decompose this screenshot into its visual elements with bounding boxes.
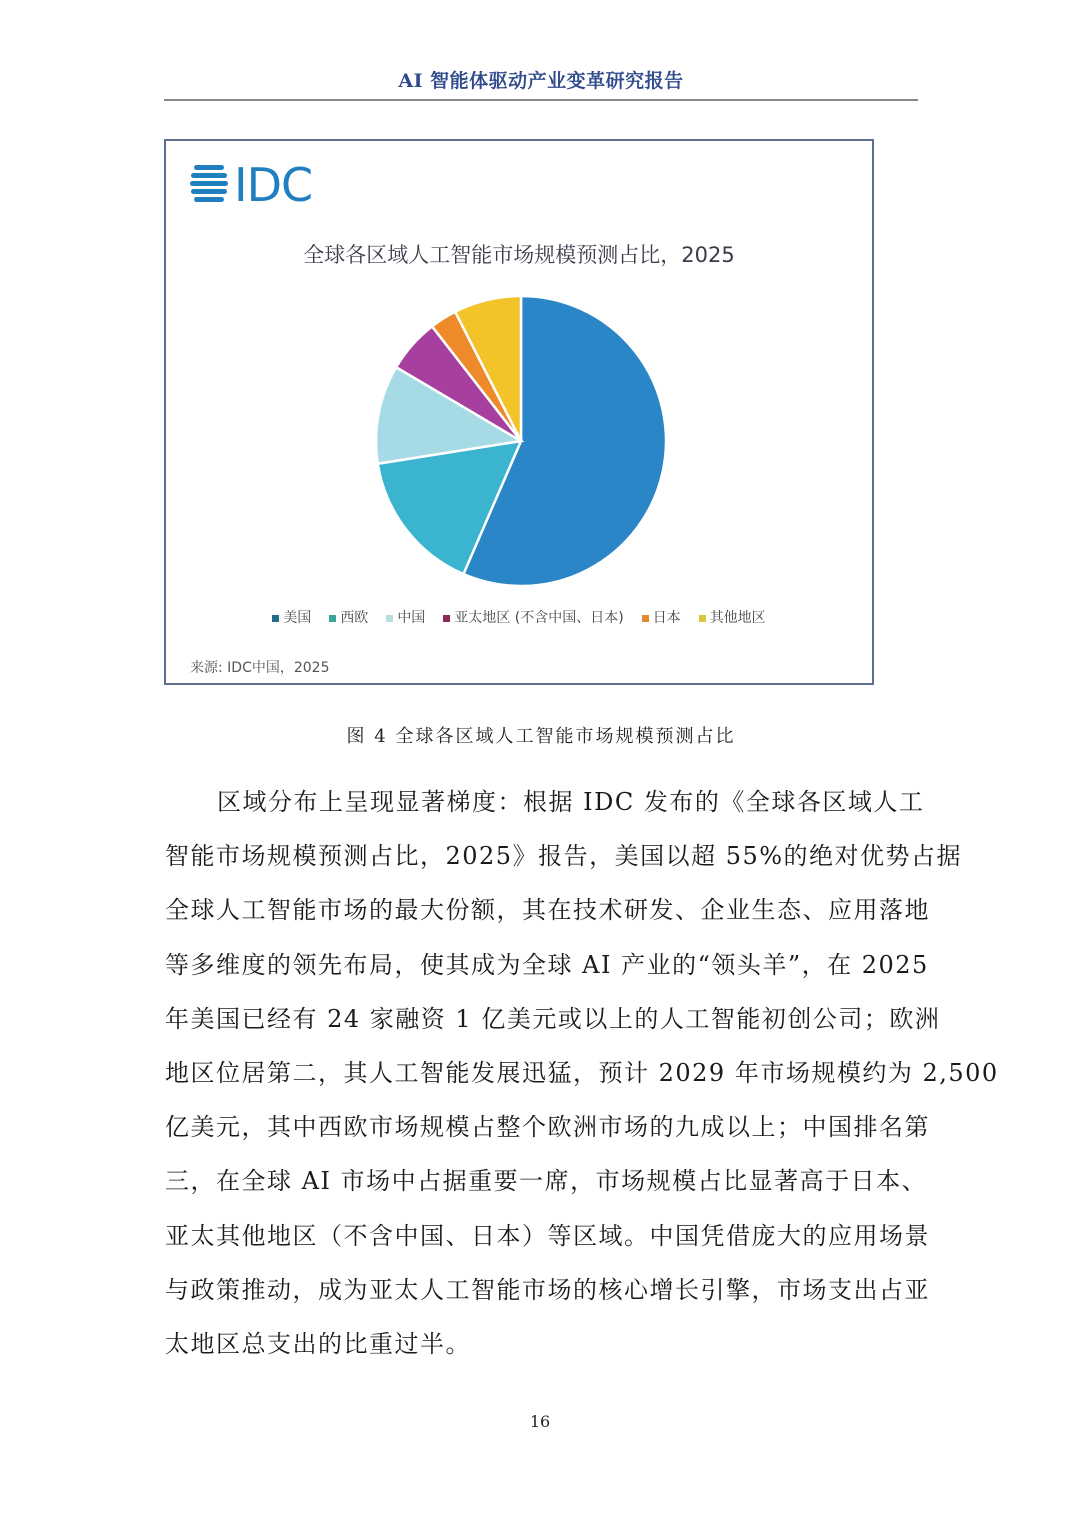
- legend-label: 中国: [397, 610, 426, 626]
- idc-globe-icon: [190, 165, 228, 202]
- body-line: 地区位居第二，其人工智能发展迅猛，预计 2029 年市场规模约为 2,500: [165, 1058, 999, 1087]
- idc-logo: [190, 159, 340, 207]
- idc-logo-text: IDC: [234, 159, 313, 207]
- page-number: 16: [529, 1412, 551, 1431]
- legend-item: [642, 607, 681, 627]
- chart-legend: [166, 607, 872, 627]
- chart-source: 来源: IDC中国，2025: [190, 660, 330, 676]
- body-line: 等多维度的领先布局，使其成为全球 AI 产业的“领头羊”，在 2025: [165, 950, 929, 979]
- legend-label: 日本: [652, 610, 681, 626]
- pie-chart: [371, 291, 671, 591]
- body-line: 年美国已经有 24 家融资 1 亿美元或以上的人工智能初创公司；欧洲: [165, 1004, 941, 1033]
- body-line: 亿美元，其中西欧市场规模占整个欧洲市场的九成以上；中国排名第: [165, 1113, 930, 1142]
- chart-title: 全球各区域人工智能市场规模预测占比，2025: [303, 243, 735, 267]
- report-header-title: AI 智能体驱动产业变革研究报告: [398, 70, 684, 92]
- legend-item: [272, 607, 311, 627]
- legend-swatch: [443, 615, 450, 622]
- legend-label: 其他地区: [709, 610, 766, 626]
- body-line: 智能市场规模预测占比，2025》报告，美国以超 55%的绝对优势占据: [165, 842, 963, 871]
- legend-label: 美国: [283, 610, 312, 626]
- body-line: 太地区总支出的比重过半。: [165, 1329, 471, 1358]
- legend-item: [386, 607, 425, 627]
- legend-swatch: [699, 615, 706, 622]
- body-paragraph: [165, 775, 999, 1371]
- legend-swatch: [642, 615, 649, 622]
- legend-swatch: [272, 615, 279, 622]
- legend-item: [699, 607, 766, 627]
- legend-swatch: [386, 615, 393, 622]
- body-line: 全球人工智能市场的最大份额，其在技术研发、企业生态、应用落地: [165, 896, 930, 925]
- header-divider: [164, 99, 918, 101]
- legend-swatch: [329, 615, 336, 622]
- legend-label: 亚太地区 (不含中国、日本): [454, 610, 624, 626]
- figure-caption: 图 4 全球各区域人工智能市场规模预测占比: [346, 726, 736, 747]
- legend-item: [329, 607, 368, 627]
- body-line: 区域分布上呈现显著梯度：根据 IDC 发布的《全球各区域人工: [217, 788, 925, 816]
- body-line: 亚太其他地区（不含中国、日本）等区域。中国凭借庞大的应用场景: [165, 1221, 930, 1250]
- figure-frame: [164, 139, 874, 685]
- legend-label: 西欧: [340, 610, 369, 626]
- body-line: 三，在全球 AI 市场中占据重要一席，市场规模占比显著高于日本、: [165, 1167, 928, 1196]
- legend-item: [443, 607, 623, 627]
- body-line: 与政策推动，成为亚太人工智能市场的核心增长引擎，市场支出占亚: [165, 1275, 930, 1304]
